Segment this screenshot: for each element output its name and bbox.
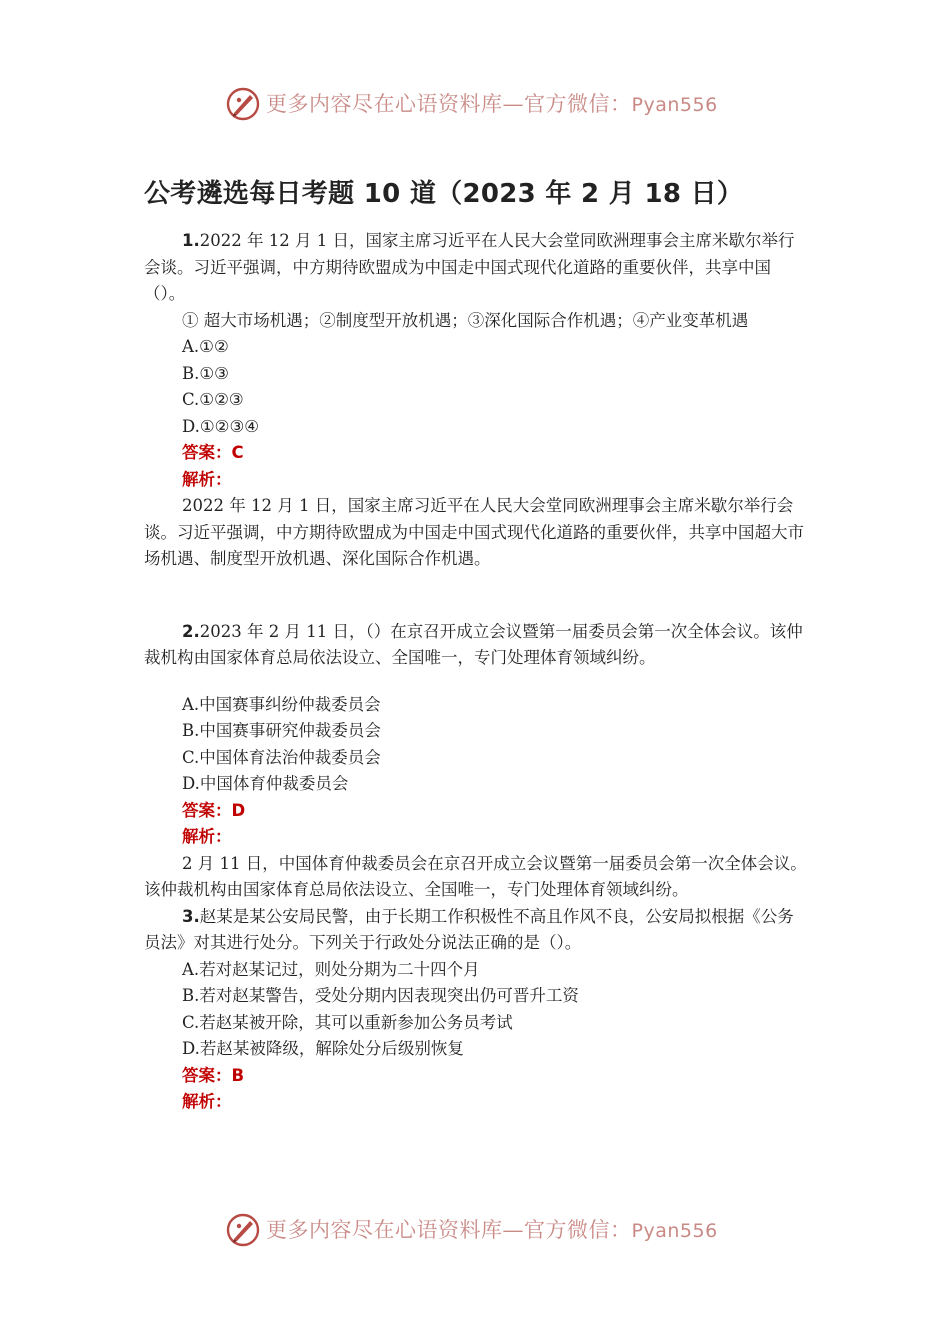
question-stem: 3.赵某是某公安局民警，由于长期工作积极性不高且作风不良，公安局拟根据《公务员法》对其进行处分。下列关于行政处分说法正确的是（）。 [144,906,794,952]
option-d: D.①②③④ [182,416,260,436]
answer: 答案：B [182,1065,245,1085]
footer-banner [0,1210,950,1250]
option-c: C.若赵某被开除，其可以重新参加公务员考试 [182,1012,513,1032]
analysis-text: 2022 年 12 月 1 日，国家主席习近平在人民大会堂同欧洲理事会主席米歇尔举行会谈。习近平强调，中方期待欧盟成为中国走中国式现代化道路的重要伙伴，共享中国超大市场机遇、制度型开放机遇、深化国际合作机遇。 [144,496,804,568]
banner-text: 更多内容尽在心语资料库—官方微信：Pyan556 [266,92,718,116]
option-b: B.①③ [182,363,229,383]
header-banner [0,84,950,124]
question-stem: 2.2023 年 2 月 11 日，（）在京召开成立会议暨第一届委员会第一次全体会议。该仲裁机构由国家体育总局依法设立、全国唯一，专门处理体育领域纠纷。 [144,621,803,667]
answer: 答案：D [182,800,246,820]
pen-logo-icon [225,1212,261,1248]
answer: 答案：C [182,443,244,462]
question-stem: 1.2022 年 12 月 1 日，国家主席习近平在人民大会堂同欧洲理事会主席米歇尔举行会谈。习近平强调，中方期待欧盟成为中国走中国式现代化道路的重要伙伴，共享中国（）。 [144,231,795,303]
analysis-label: 解析： [182,469,232,489]
option-c: C.中国体育法治仲裁委员会 [182,747,381,767]
banner-wechat-id: Pyan556 [631,94,718,116]
option-c: C.①②③ [182,390,244,409]
page-title: 公考遴选每日考题 10 道（2023 年 2 月 18 日） [144,179,744,209]
option-a: A.若对赵某记过，则处分期为二十四个月 [182,959,480,979]
question-1 [144,228,810,573]
option-a: A.中国赛事纠纷仲裁委员会 [182,694,381,714]
pen-logo-icon [225,86,261,122]
document-body [144,172,810,1116]
option-b: B.若对赵某警告，受处分期内因表现突出仍可晋升工资 [182,986,579,1005]
option-a: A.①② [182,337,229,356]
analysis-text: 2 月 11 日，中国体育仲裁委员会在京召开成立会议暨第一届委员会第一次全体会议。该仲裁机构由国家体育总局依法设立、全国唯一，专门处理体育领域纠纷。 [144,853,807,899]
banner-wechat-id: Pyan556 [631,1220,718,1242]
analysis-label: 解析： [182,1092,232,1111]
option-b: B.中国赛事研究仲裁委员会 [182,721,381,740]
question-2 [144,619,810,904]
question-3 [144,904,810,1116]
question-extra: ① 超大市场机遇；②制度型开放机遇；③深化国际合作机遇；④产业变革机遇 [182,310,749,330]
option-d: D.若赵某被降级，解除处分后级别恢复 [182,1039,464,1058]
option-d: D.中国体育仲裁委员会 [182,774,349,793]
analysis-label: 解析： [182,827,232,846]
banner-text: 更多内容尽在心语资料库—官方微信：Pyan556 [266,1218,718,1242]
